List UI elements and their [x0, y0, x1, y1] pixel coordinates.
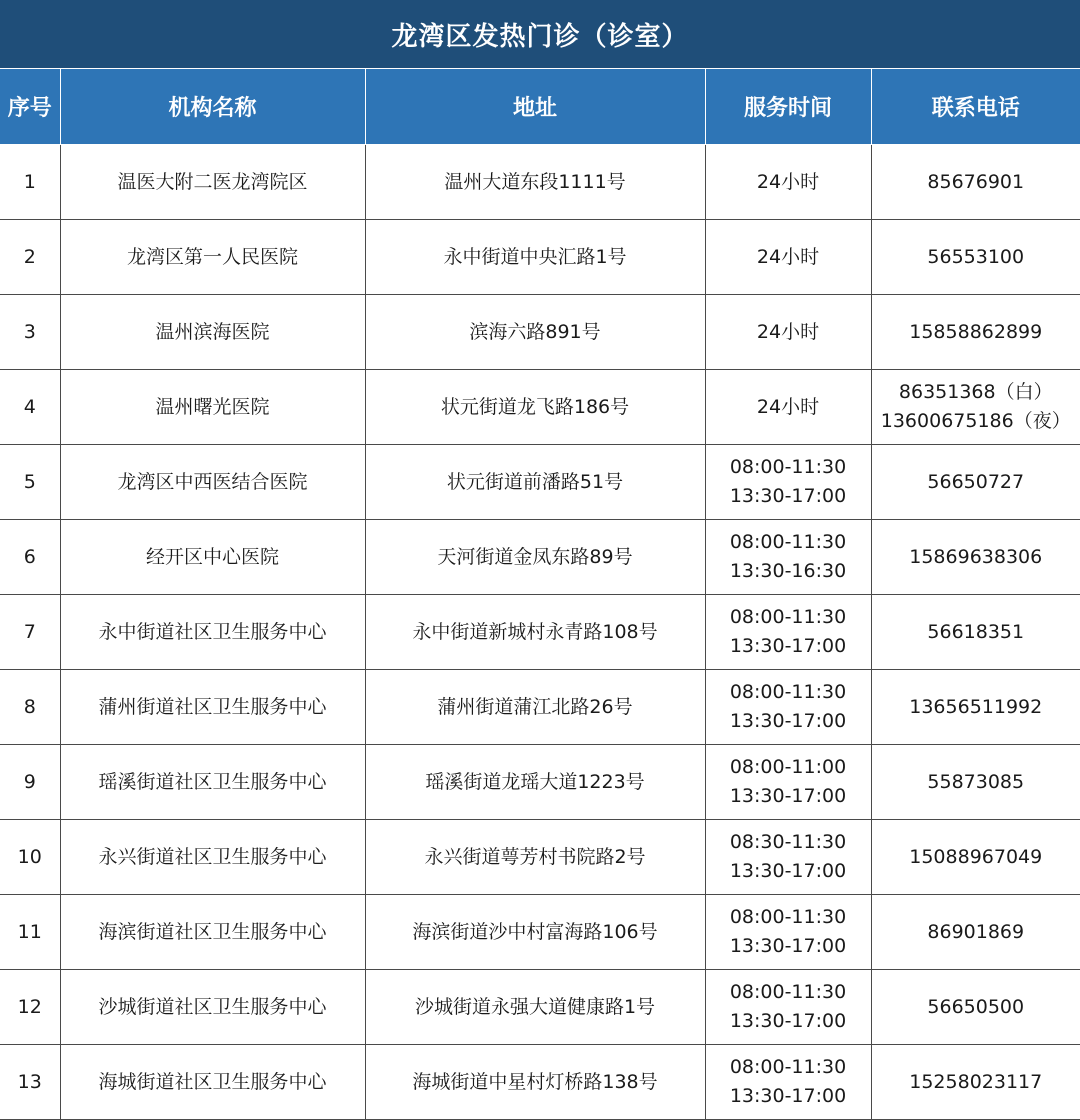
service-hours-line: 13:30-17:00 — [729, 485, 847, 507]
table-row — [0, 220, 1080, 295]
service-hours-line: 13:30-16:30 — [729, 560, 847, 582]
row-number: 12 — [0, 970, 60, 1045]
contact-phone — [871, 520, 1080, 595]
row-number: 8 — [0, 670, 60, 745]
service-hours-line: 13:30-17:00 — [729, 1010, 847, 1032]
service-hours — [705, 445, 871, 520]
address: 状元街道前潘路51号 — [365, 445, 705, 520]
phone-number-line: 85676901 — [927, 170, 1025, 193]
phone-number-line: 15258023117 — [909, 1070, 1043, 1093]
service-hours — [705, 520, 871, 595]
service-hours-line: 13:30-17:00 — [729, 635, 847, 657]
contact-phone — [871, 595, 1080, 670]
institution-name: 温州滨海医院 — [60, 295, 365, 370]
phone-number-line: 15088967049 — [909, 845, 1043, 868]
service-hours-line: 08:30-11:30 — [729, 831, 847, 853]
service-hours — [705, 370, 871, 445]
address: 永兴街道萼芳村书院路2号 — [365, 820, 705, 895]
phone-number-line: 13600675186（夜） — [880, 410, 1071, 432]
service-hours-line: 24小时 — [756, 395, 820, 418]
phone-number-line: 56618351 — [927, 620, 1025, 643]
service-hours — [705, 145, 871, 220]
service-hours-line: 08:00-11:30 — [729, 606, 847, 628]
table-row — [0, 145, 1080, 220]
service-hours-line: 13:30-17:00 — [729, 935, 847, 957]
service-hours-line: 13:30-17:00 — [729, 710, 847, 732]
service-hours-line: 08:00-11:30 — [729, 1056, 847, 1078]
service-hours — [705, 820, 871, 895]
service-hours — [705, 895, 871, 970]
address: 蒲州街道蒲江北路26号 — [365, 670, 705, 745]
clinic-table — [0, 69, 1080, 1120]
table-row — [0, 595, 1080, 670]
row-number: 11 — [0, 895, 60, 970]
page-title: 龙湾区发热门诊（诊室） — [0, 0, 1080, 69]
address: 永中街道中央汇路1号 — [365, 220, 705, 295]
contact-phone — [871, 970, 1080, 1045]
column-header-phone: 联系电话 — [871, 69, 1080, 145]
service-hours-line: 24小时 — [756, 320, 820, 343]
institution-name: 海滨街道社区卫生服务中心 — [60, 895, 365, 970]
service-hours-line: 08:00-11:00 — [729, 756, 847, 778]
contact-phone — [871, 295, 1080, 370]
service-hours — [705, 595, 871, 670]
address: 沙城街道永强大道健康路1号 — [365, 970, 705, 1045]
row-number: 9 — [0, 745, 60, 820]
service-hours — [705, 1045, 871, 1120]
address: 天河街道金凤东路89号 — [365, 520, 705, 595]
phone-number-line: 86351368（白） — [898, 381, 1053, 403]
row-number: 4 — [0, 370, 60, 445]
table-row — [0, 970, 1080, 1045]
address: 海城街道中星村灯桥路138号 — [365, 1045, 705, 1120]
phone-number-line: 55873085 — [927, 770, 1025, 793]
row-number: 6 — [0, 520, 60, 595]
institution-name: 龙湾区中西医结合医院 — [60, 445, 365, 520]
phone-number-line: 86901869 — [927, 920, 1025, 943]
institution-name: 瑶溪街道社区卫生服务中心 — [60, 745, 365, 820]
column-header-name: 机构名称 — [60, 69, 365, 145]
service-hours-line: 13:30-17:00 — [729, 1085, 847, 1107]
service-hours-line: 13:30-17:00 — [729, 860, 847, 882]
institution-name: 永中街道社区卫生服务中心 — [60, 595, 365, 670]
institution-name: 永兴街道社区卫生服务中心 — [60, 820, 365, 895]
service-hours-line: 24小时 — [756, 170, 820, 193]
contact-phone — [871, 745, 1080, 820]
service-hours-line: 08:00-11:30 — [729, 531, 847, 553]
contact-phone — [871, 670, 1080, 745]
table-row — [0, 820, 1080, 895]
table-row — [0, 295, 1080, 370]
row-number: 1 — [0, 145, 60, 220]
service-hours — [705, 970, 871, 1045]
row-number: 10 — [0, 820, 60, 895]
address: 永中街道新城村永青路108号 — [365, 595, 705, 670]
row-number: 3 — [0, 295, 60, 370]
institution-name: 温州曙光医院 — [60, 370, 365, 445]
row-number: 5 — [0, 445, 60, 520]
table-row — [0, 445, 1080, 520]
institution-name: 经开区中心医院 — [60, 520, 365, 595]
phone-number-line: 15869638306 — [909, 545, 1043, 568]
table-row — [0, 1045, 1080, 1120]
phone-number-line: 56553100 — [927, 245, 1025, 268]
service-hours-line: 08:00-11:30 — [729, 981, 847, 1003]
service-hours — [705, 670, 871, 745]
contact-phone — [871, 220, 1080, 295]
service-hours-line: 08:00-11:30 — [729, 681, 847, 703]
service-hours — [705, 745, 871, 820]
contact-phone — [871, 145, 1080, 220]
row-number: 13 — [0, 1045, 60, 1120]
service-hours-line: 08:00-11:30 — [729, 906, 847, 928]
table-row — [0, 520, 1080, 595]
contact-phone — [871, 1045, 1080, 1120]
row-number: 2 — [0, 220, 60, 295]
institution-name: 龙湾区第一人民医院 — [60, 220, 365, 295]
service-hours — [705, 295, 871, 370]
table-row — [0, 670, 1080, 745]
table-row — [0, 745, 1080, 820]
contact-phone — [871, 820, 1080, 895]
phone-number-line: 15858862899 — [909, 320, 1043, 343]
contact-phone — [871, 445, 1080, 520]
service-hours-line: 13:30-17:00 — [729, 785, 847, 807]
contact-phone — [871, 370, 1080, 445]
service-hours-line: 24小时 — [756, 245, 820, 268]
phone-number-line: 13656511992 — [909, 695, 1043, 718]
institution-name: 沙城街道社区卫生服务中心 — [60, 970, 365, 1045]
institution-name: 海城街道社区卫生服务中心 — [60, 1045, 365, 1120]
address: 状元街道龙飞路186号 — [365, 370, 705, 445]
table-body — [0, 145, 1080, 1120]
row-number: 7 — [0, 595, 60, 670]
address: 温州大道东段1111号 — [365, 145, 705, 220]
contact-phone — [871, 895, 1080, 970]
table-header — [0, 69, 1080, 145]
address: 海滨街道沙中村富海路106号 — [365, 895, 705, 970]
service-hours — [705, 220, 871, 295]
address: 瑶溪街道龙瑶大道1223号 — [365, 745, 705, 820]
service-hours-line: 08:00-11:30 — [729, 456, 847, 478]
phone-number-line: 56650500 — [927, 995, 1025, 1018]
column-header-address: 地址 — [365, 69, 705, 145]
table-row — [0, 370, 1080, 445]
address: 滨海六路891号 — [365, 295, 705, 370]
column-header-no: 序号 — [0, 69, 60, 145]
table-row — [0, 895, 1080, 970]
column-header-hours: 服务时间 — [705, 69, 871, 145]
institution-name: 蒲州街道社区卫生服务中心 — [60, 670, 365, 745]
institution-name: 温医大附二医龙湾院区 — [60, 145, 365, 220]
phone-number-line: 56650727 — [927, 470, 1025, 493]
